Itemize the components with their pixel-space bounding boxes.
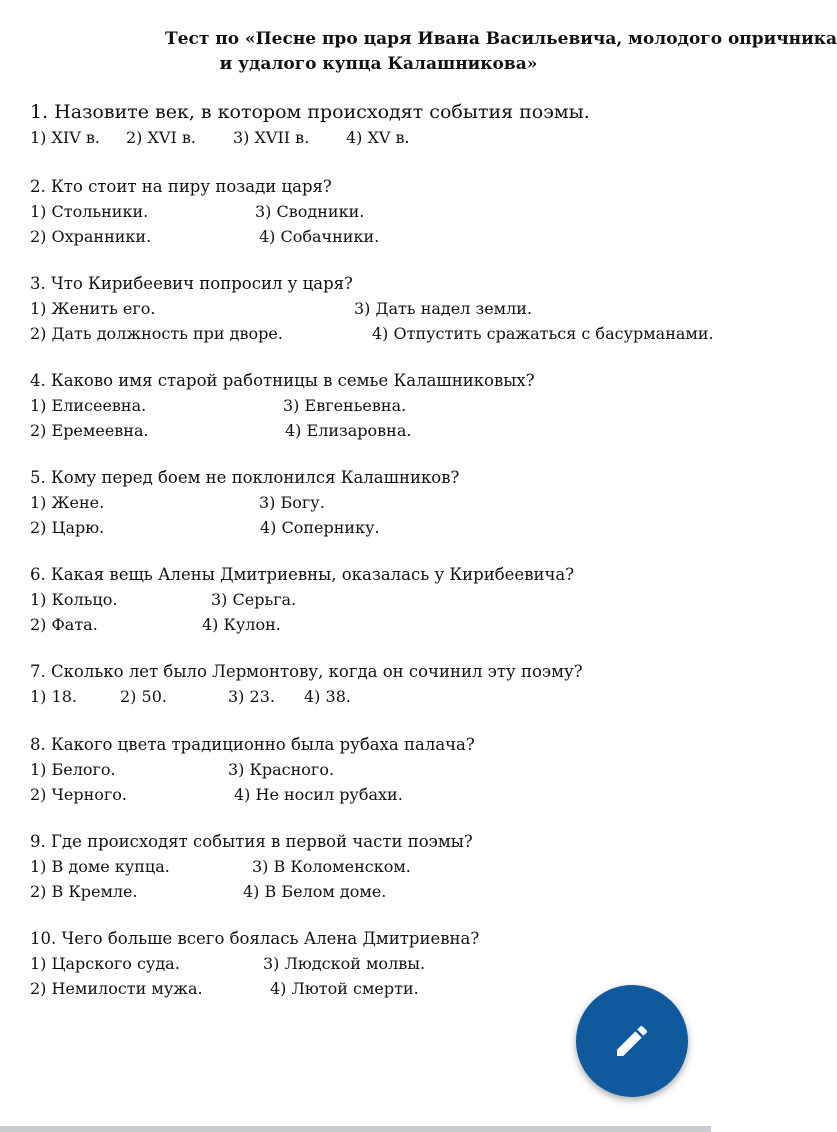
question-text: 4. Каково имя старой работницы в семье Калашниковых? <box>30 371 535 390</box>
option: 1) XIV в. <box>30 128 100 147</box>
option: 4) Не носил рубахи. <box>234 785 403 804</box>
options-row <box>30 125 590 150</box>
question-6 <box>30 562 574 637</box>
bottom-scroll-edge <box>0 1126 711 1132</box>
question-7 <box>30 659 583 709</box>
pencil-icon <box>612 1021 652 1061</box>
option: 3) Богу. <box>259 493 325 512</box>
options-row <box>30 782 475 807</box>
options-row <box>30 612 574 637</box>
option: 1) Кольцо. <box>30 590 118 609</box>
page-title <box>0 27 837 77</box>
option: 4) XV в. <box>346 128 410 147</box>
option: 2) 50. <box>120 687 167 706</box>
option: 1) Женить его. <box>30 299 156 318</box>
options-row <box>30 418 535 443</box>
question-9 <box>30 829 473 904</box>
title-line-2: и удалого купца Калашникова» <box>219 54 538 74</box>
options-row <box>30 976 479 1001</box>
options-row <box>30 684 583 709</box>
options-row <box>30 321 714 346</box>
options-row <box>30 587 574 612</box>
option: 3) Сводники. <box>255 202 365 221</box>
options-row <box>30 393 535 418</box>
question-4 <box>30 368 535 443</box>
question-text: 1. Назовите век, в котором происходят события поэмы. <box>30 101 590 123</box>
option: 1) Белого. <box>30 760 116 779</box>
options-row <box>30 879 473 904</box>
question-text: 5. Кому перед боем не поклонился Калашников? <box>30 468 460 487</box>
option: 3) XVII в. <box>233 128 310 147</box>
option: 2) Немилости мужа. <box>30 979 203 998</box>
options-row <box>30 854 473 879</box>
option: 2) В Кремле. <box>30 882 138 901</box>
options-row <box>30 757 475 782</box>
option: 2) Еремеевна. <box>30 421 149 440</box>
option: 4) Отпустить сражаться с басурманами. <box>372 324 714 343</box>
edit-button[interactable] <box>576 985 688 1097</box>
title-line-1: Тест по «Песне про царя Ивана Васильевича, молодого опричника <box>165 29 837 49</box>
options-row <box>30 490 459 515</box>
option: 1) В доме купца. <box>30 857 170 876</box>
option: 2) Черного. <box>30 785 127 804</box>
question-2 <box>30 174 380 249</box>
question-5 <box>30 465 459 540</box>
question-text: 6. Какая вещь Алены Дмитриевны, оказалась у Кирибеевича? <box>30 565 575 584</box>
options-row <box>30 951 479 976</box>
option: 2) Дать должность при дворе. <box>30 324 283 343</box>
question-text: 10. Чего больше всего боялась Алена Дмитриевна? <box>30 929 480 948</box>
option: 4) Кулон. <box>202 615 281 634</box>
option: 1) Жене. <box>30 493 105 512</box>
option: 4) В Белом доме. <box>243 882 387 901</box>
option: 4) Елизаровна. <box>285 421 412 440</box>
option: 3) Красного. <box>228 760 335 779</box>
question-text: 3. Что Кирибеевич попросил у царя? <box>30 274 353 293</box>
question-3 <box>30 271 714 346</box>
option: 2) Охранники. <box>30 227 152 246</box>
option: 1) Стольники. <box>30 202 149 221</box>
question-text: 2. Кто стоит на пиру позади царя? <box>30 177 332 196</box>
option: 1) Царского суда. <box>30 954 180 973</box>
option: 1) Елисеевна. <box>30 396 147 415</box>
option: 3) В Коломенском. <box>252 857 411 876</box>
option: 4) Сопернику. <box>260 518 380 537</box>
question-text: 8. Какого цвета традиционно была рубаха палача? <box>30 735 475 754</box>
question-10 <box>30 926 479 1001</box>
option: 3) Дать надел земли. <box>354 299 533 318</box>
option: 4) Лютой смерти. <box>270 979 419 998</box>
option: 2) XVI в. <box>126 128 196 147</box>
options-row <box>30 296 533 321</box>
option: 2) Фата. <box>30 615 98 634</box>
option: 1) 18. <box>30 687 77 706</box>
option: 4) 38. <box>304 687 351 706</box>
options-row <box>30 515 459 540</box>
question-text: 9. Где происходят события в первой части поэмы? <box>30 832 473 851</box>
question-1 <box>30 100 590 150</box>
options-row <box>30 224 380 249</box>
option: 4) Собачники. <box>259 227 380 246</box>
option: 3) Людской молвы. <box>263 954 426 973</box>
question-8 <box>30 732 475 807</box>
option: 3) Серьга. <box>211 590 297 609</box>
option: 3) 23. <box>228 687 275 706</box>
option: 2) Царю. <box>30 518 105 537</box>
options-row <box>30 199 365 224</box>
option: 3) Евгеньевна. <box>283 396 407 415</box>
question-text: 7. Сколько лет было Лермонтову, когда он сочинил эту поэму? <box>30 662 583 681</box>
